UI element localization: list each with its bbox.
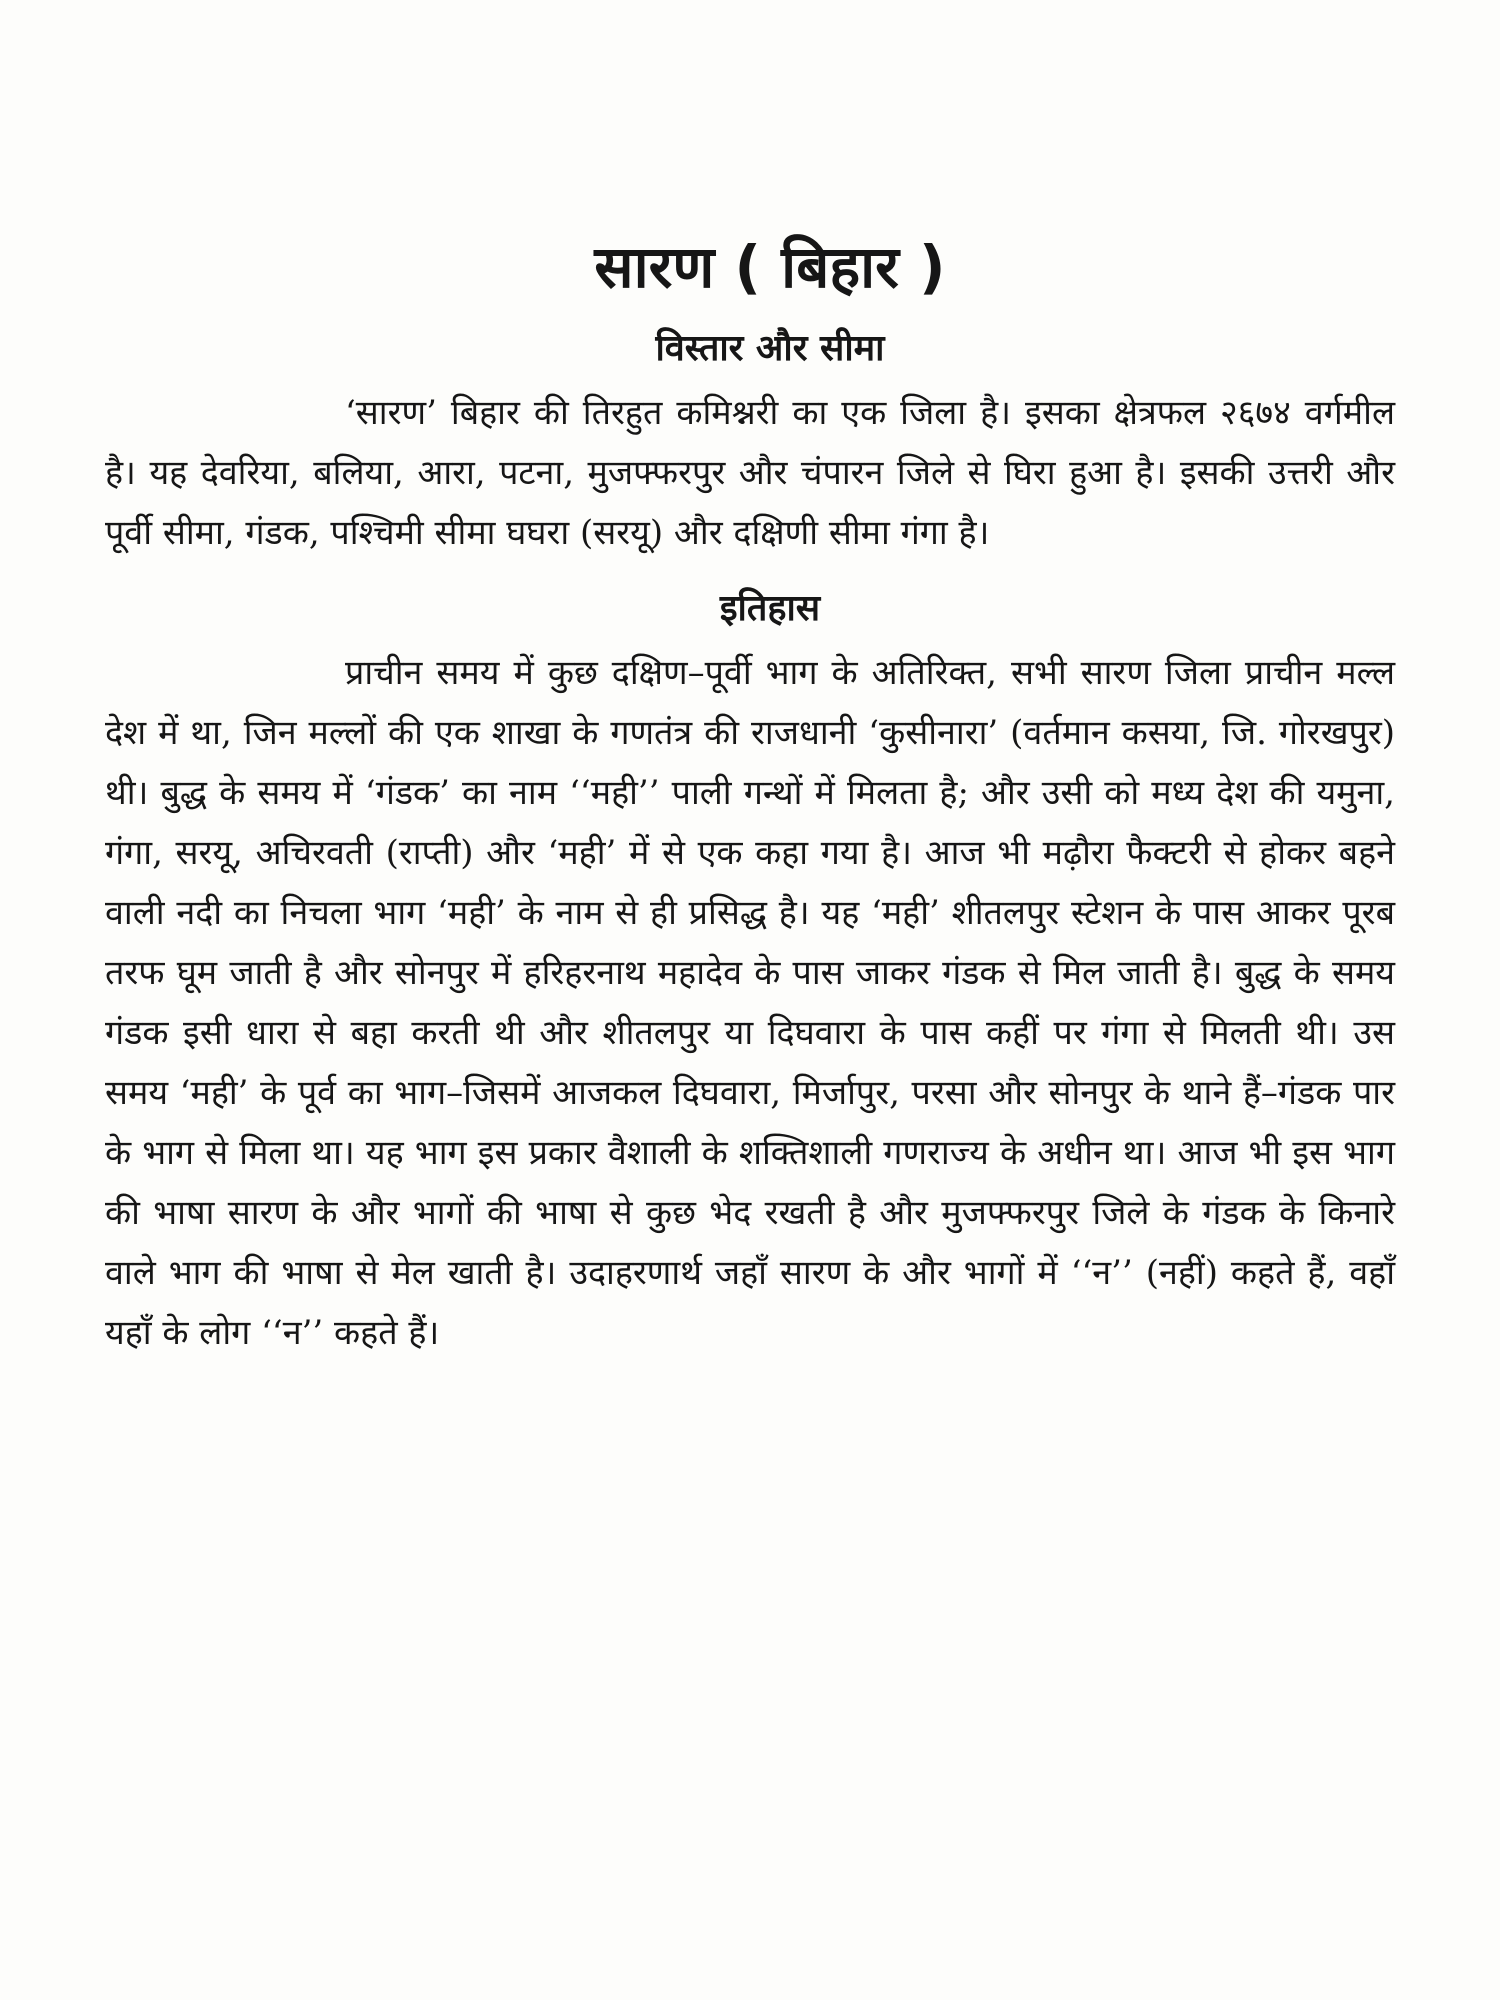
section-paragraph-extent: ‘सारण’ बिहार की तिरहुत कमिश्नरी का एक जिला है। इसका क्षेत्रफल २६७४ वर्गमील है। यह देवरिया, बलिया, आरा, पटना, मुजफ्फरपुर और चंपारन जिले से घिरा हुआ है। इसकी उत्तरी और पूर्वी सीमा, गंडक, पश्चिमी सीमा घघरा (सरयू) और दक्षिणी सीमा गंगा है। [105, 393, 1395, 553]
section-heading-extent: विस्तार और सीमा [655, 328, 885, 369]
page-title: सारण ( बिहार ) [594, 233, 946, 301]
page-content [105, 225, 1395, 1381]
section-paragraph-history: प्राचीन समय में कुछ दक्षिण–पूर्वी भाग के अतिरिक्त, सभी सारण जिला प्राचीन मल्ल देश में था, जिन मल्लों की एक शाखा के गणतंत्र की राजधानी ‘कुसीनारा’ (वर्तमान कसया, जि. गोरखपुर) थी। बुद्ध के समय में ‘गंडक’ का नाम ‘‘मही’’ पाली गन्थों में मिलता है; और उसी को मध्य देश की यमुना, गंगा, सरयू, अचिरवती (राप्ती) और ‘मही’ में से एक कहा गया है। आज भी मढ़ौरा फैक्टरी से होकर बहने वाली नदी का निचला भाग ‘मही’ के नाम से ही प्रसिद्ध है। यह ‘मही’ शीतलपुर स्टेशन के पास आकर पूरब तरफ घूम जाती है और सोनपुर में हरिहरनाथ महादेव के पास जाकर गंडक से मिल जाती है। बुद्ध के समय गंडक इसी धारा से बहा करती थी और शीतलपुर या दिघवारा के पास कहीं पर गंगा से मिलती थी। उस समय ‘मही’ के पूर्व का भाग–जिसमें आजकल दिघवारा, मिर्जापुर, परसा और सोनपुर के थाने हैं–गंडक पार के भाग से मिला था। यह भाग इस प्रकार वैशाली के शक्तिशाली गणराज्य के अधीन था। आज भी इस भाग की भाषा सारण के और भागों की भाषा से कुछ भेद रखती है और मुजफ्फरपुर जिले के गंडक के किनारे वाले भाग की भाषा से मेल खाती है। उदाहरणार्थ जहाँ सारण के और भागों में ‘‘न’’ (नहीं) कहते हैं, वहाँ यहाँ के लोग ‘‘न’’ कहते हैं। [105, 653, 1396, 1353]
section-heading-history: इतिहास [719, 588, 821, 629]
